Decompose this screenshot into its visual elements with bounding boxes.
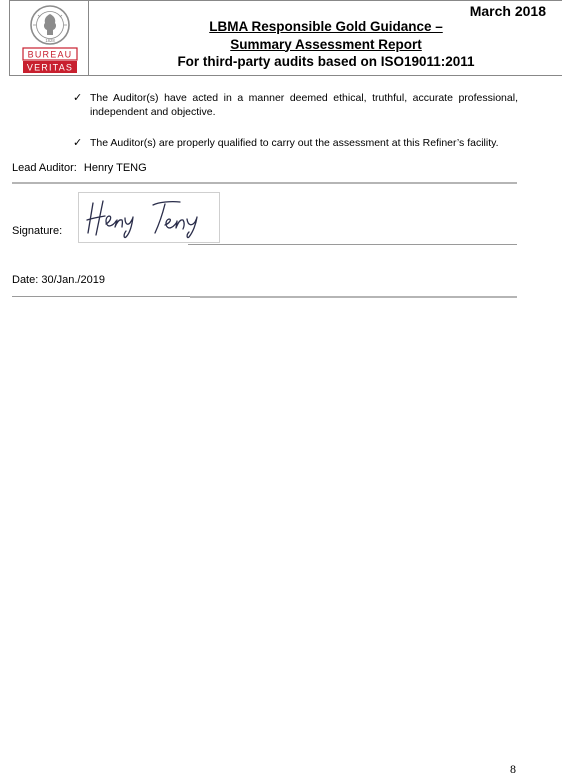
divider (12, 182, 517, 184)
signature-underline (188, 244, 517, 245)
title-line-3: For third-party audits based on ISO19011:2011 (177, 54, 475, 69)
svg-text:1828: 1828 (45, 38, 55, 43)
statement-item (73, 92, 518, 120)
divider (12, 296, 190, 297)
date-line: Date: 30/Jan./2019 (12, 274, 105, 286)
checkmark-icon: ✓ (73, 137, 83, 149)
signature-image (78, 192, 220, 243)
divider (190, 296, 517, 298)
report-title (91, 18, 561, 71)
statement-item (73, 137, 518, 152)
lead-auditor-label: Lead Auditor: (12, 162, 77, 174)
statement-text: The Auditor(s) are properly qualified to carry out the assessment at this Refiner’s facility. (90, 137, 499, 149)
signature-label: Signature: (12, 225, 63, 237)
title-line-2: Summary Assessment Report (230, 36, 422, 52)
logo-cell (9, 1, 89, 76)
handwritten-signature (79, 193, 219, 242)
svg-text:BUREAU: BUREAU (27, 49, 73, 60)
statement-text: The Auditor(s) have acted in a manner deemed ethical, truthful, accurate professional, independent and objective. (90, 92, 518, 118)
lead-auditor-name: Henry TENG (83, 162, 147, 174)
svg-text:VERITAS: VERITAS (26, 62, 74, 73)
title-line-1: LBMA Responsible Gold Guidance – (209, 19, 443, 34)
lead-auditor-line (12, 162, 147, 174)
checkmark-icon: ✓ (73, 92, 83, 104)
page-number: 8 (510, 762, 516, 776)
report-header (9, 0, 562, 76)
header-date: March 2018 (469, 3, 546, 19)
bureau-veritas-logo (22, 3, 78, 75)
